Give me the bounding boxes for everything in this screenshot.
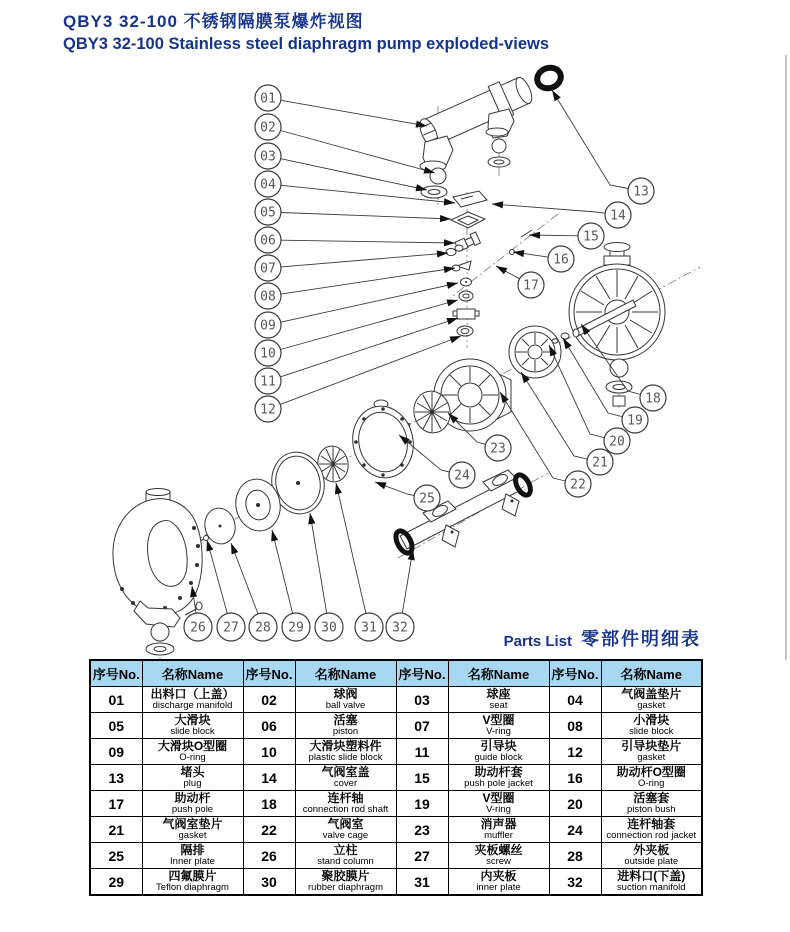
callout-32 [386,548,417,641]
svg-text:32: 32 [392,620,408,636]
parts-list-heading-zh: 零部件明细表 [581,629,701,649]
part-no-31: 31 [396,869,448,896]
svg-text:27: 27 [223,620,239,636]
callout-17 [494,263,544,298]
part-name-32: 进料口(下盖) suction manifold [601,869,702,896]
part-no-24: 24 [549,817,601,843]
part-no-19: 19 [396,791,448,817]
part-no-17: 17 [90,791,142,817]
svg-text:17: 17 [523,278,539,294]
part-no-01: 01 [90,687,142,713]
svg-text:24: 24 [454,468,470,484]
air-valve-parts-drawing [446,191,487,336]
part-no-20: 20 [549,791,601,817]
page-title-english: QBY3 32-100 Stainless steel diaphragm pump exploded-views [63,35,550,53]
col-header-name: 名称Name [601,660,702,687]
col-header-no: 序号No. [243,660,295,687]
part-no-28: 28 [549,843,601,869]
callout-14 [492,200,631,228]
svg-text:06: 06 [260,233,276,249]
part-name-14: 气阀室盖 cover [295,765,396,791]
parts-table-body [90,687,702,896]
part-name-29: 四氟膜片 Teflon diaphragm [142,869,243,896]
part-name-26: 立柱 stand column [295,843,396,869]
part-name-06: 活塞 piston [295,713,396,739]
part-name-19: V型圈 V-ring [448,791,549,817]
svg-text:25: 25 [419,491,435,507]
svg-text:16: 16 [553,252,569,268]
part-no-16: 16 [549,765,601,791]
col-header-name: 名称Name [295,660,396,687]
part-no-27: 27 [396,843,448,869]
part-no-05: 05 [90,713,142,739]
part-name-02: 球阀 ball valve [295,687,396,713]
part-no-09: 09 [90,739,142,765]
discharge-manifold-drawing [415,64,564,198]
svg-text:20: 20 [609,434,625,450]
part-name-13: 堵头 plug [142,765,243,791]
callout-30 [306,512,343,641]
part-name-16: 助动杆O型圈 O-ring [601,765,702,791]
col-header-name: 名称Name [142,660,243,687]
part-name-05: 大滑块 slide block [142,713,243,739]
callout-07 [255,249,448,281]
part-no-04: 04 [549,687,601,713]
part-no-14: 14 [243,765,295,791]
part-no-02: 02 [243,687,295,713]
part-no-15: 15 [396,765,448,791]
part-no-22: 22 [243,817,295,843]
part-name-24: 连杆轴套 connection rod jacket [601,817,702,843]
part-no-32: 32 [549,869,601,896]
part-name-28: 外夹板 outside plate [601,843,702,869]
part-no-29: 29 [90,869,142,896]
svg-text:04: 04 [260,177,276,193]
part-no-26: 26 [243,843,295,869]
part-name-20: 活塞套 piston bush [601,791,702,817]
svg-text:09: 09 [260,318,276,334]
col-header-no: 序号No. [90,660,142,687]
part-no-25: 25 [90,843,142,869]
svg-text:28: 28 [255,620,271,636]
svg-text:23: 23 [490,441,506,457]
part-no-21: 21 [90,817,142,843]
chamber-flange-disc-drawing [346,400,420,483]
part-name-22: 气阀室 valve cage [295,817,396,843]
page-title-chinese: QBY3 32-100 不锈钢隔膜泵爆炸视图 [63,12,364,31]
part-no-08: 08 [549,713,601,739]
svg-text:15: 15 [583,229,599,245]
svg-text:12: 12 [260,402,276,418]
col-header-no: 序号No. [396,660,448,687]
callout-15 [529,223,604,249]
svg-text:08: 08 [260,289,276,305]
callout-21 [518,370,613,475]
callout-25 [374,479,440,511]
part-no-13: 13 [90,765,142,791]
parts-list-heading-en: Parts List [503,633,572,650]
svg-text:21: 21 [592,455,608,471]
part-name-07: V型圈 V-ring [448,713,549,739]
part-no-12: 12 [549,739,601,765]
svg-text:22: 22 [570,477,586,493]
svg-text:26: 26 [190,620,206,636]
svg-text:13: 13 [633,184,649,200]
part-name-04: 气阀盖垫片 gasket [601,687,702,713]
svg-text:18: 18 [645,391,661,407]
part-name-11: 引导块 guide block [448,739,549,765]
part-no-10: 10 [243,739,295,765]
callout-02 [255,114,436,176]
parts-list-heading [504,625,701,651]
callout-layer [184,85,666,641]
part-name-30: 聚胶膜片 rubber diaphragm [295,869,396,896]
svg-text:01: 01 [260,91,276,107]
svg-text:29: 29 [288,620,304,636]
pump-chamber-drawing [569,243,665,407]
part-name-21: 气阀室垫片 gasket [142,817,243,843]
part-name-12: 引导块垫片 gasket [601,739,702,765]
svg-text:03: 03 [260,149,276,165]
part-name-15: 助动杆套 push pole jacket [448,765,549,791]
part-no-11: 11 [396,739,448,765]
callout-16 [512,246,574,272]
callout-06 [255,227,455,253]
col-header-name: 名称Name [448,660,549,687]
svg-text:19: 19 [627,413,643,429]
diaphragm-discs-drawing [198,443,351,546]
part-no-03: 03 [396,687,448,713]
svg-text:30: 30 [321,620,337,636]
part-no-30: 30 [243,869,295,896]
part-name-23: 消声器 muffler [448,817,549,843]
part-name-25: 隔排 Inner plate [142,843,243,869]
svg-text:11: 11 [260,374,276,390]
callout-31 [332,482,383,641]
part-name-09: 大滑块O型圈 O-ring [142,739,243,765]
callout-08 [255,261,456,309]
callout-05 [255,199,451,225]
part-name-18: 连杆轴 connection rod shaft [295,791,396,817]
svg-text:31: 31 [361,620,377,636]
part-name-31: 内夹板 inner plate [448,869,549,896]
part-no-07: 07 [396,713,448,739]
svg-text:07: 07 [260,261,276,277]
part-name-17: 助动杆 push pole [142,791,243,817]
callout-10 [255,297,459,366]
part-name-27: 夹板螺丝 screw [448,843,549,869]
part-name-10: 大滑块塑料件 plastic slide block [295,739,396,765]
parts-table-head [90,660,702,687]
part-no-06: 06 [243,713,295,739]
svg-text:02: 02 [260,120,276,136]
svg-text:10: 10 [260,346,276,362]
part-name-08: 小滑块 slide block [601,713,702,739]
col-header-no: 序号No. [549,660,601,687]
part-name-03: 球座 seat [448,687,549,713]
part-name-01: 出料口（上盖） discharge manifold [142,687,243,713]
callout-13 [549,88,654,204]
part-no-18: 18 [243,791,295,817]
callout-11 [255,315,459,394]
svg-text:05: 05 [260,205,276,221]
part-no-23: 23 [396,817,448,843]
parts-table [89,659,703,896]
svg-text:14: 14 [610,208,626,224]
